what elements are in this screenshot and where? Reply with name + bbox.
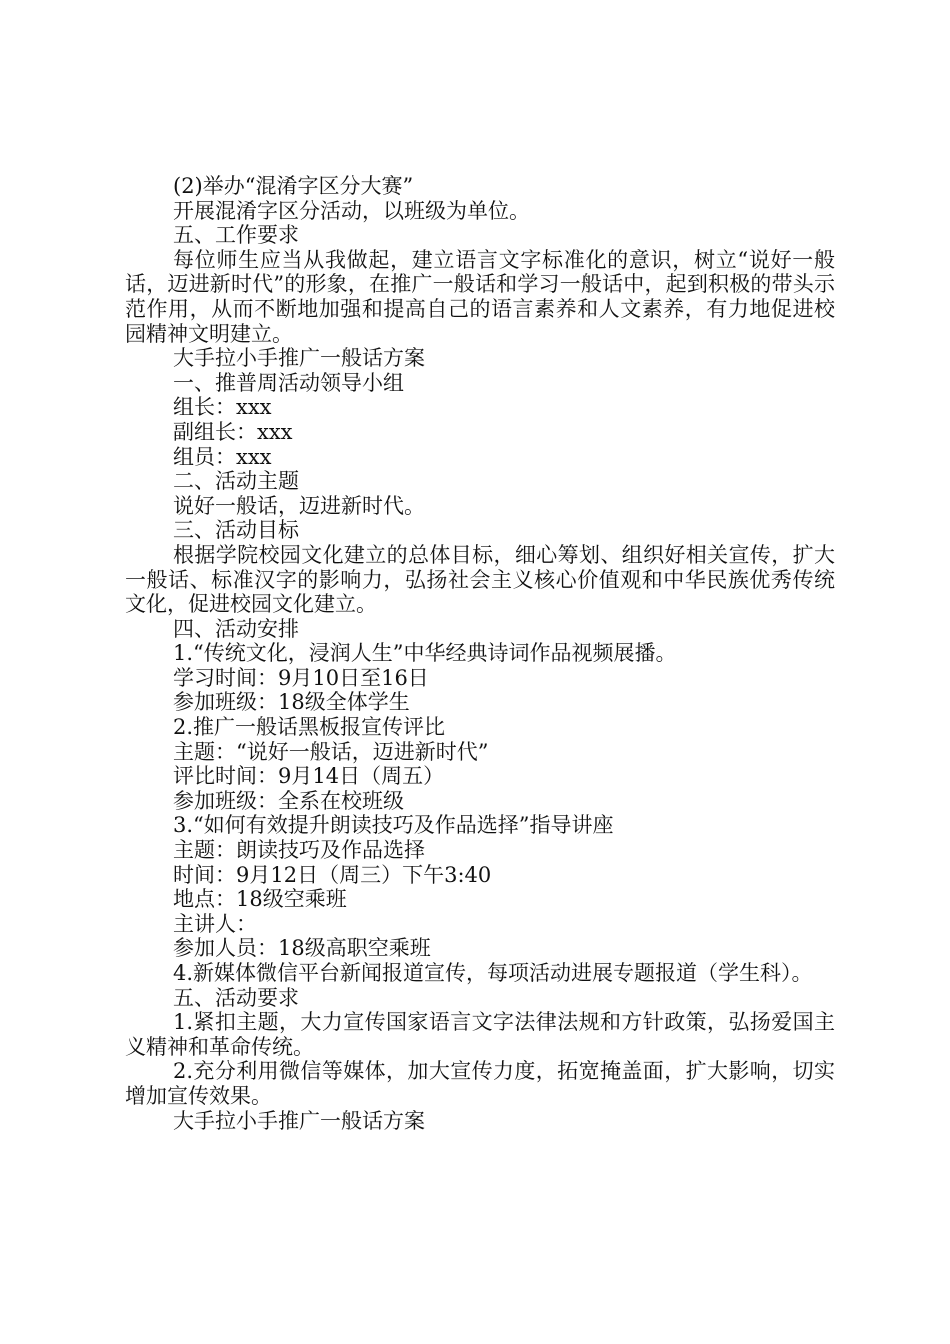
section-heading: 五、工作要求 [173, 223, 299, 248]
paragraph: 开展混淆字区分活动，以班级为单位。 [173, 198, 530, 223]
list-item: 2.推广一般话黑板报宣传评比 [173, 715, 446, 740]
list-item: 学习时间：9月10日至16日 [173, 665, 429, 690]
section-heading: 一、推普周活动领导小组 [173, 370, 404, 395]
paragraph: (2)举办“混淆字区分大赛” [173, 174, 414, 198]
list-item: 地点：18级空乘班 [173, 887, 347, 912]
list-item: 3.“如何有效提升朗读技巧及作品选择”指导讲座 [173, 813, 614, 838]
section-heading: 二、活动主题 [173, 469, 299, 494]
list-item: 组员：xxx [173, 444, 272, 469]
list-item: 主讲人： [173, 911, 257, 936]
list-item: 参加班级：18级全体学生 [173, 690, 410, 715]
list-item: 2.充分利用微信等媒体，加大宣传力度，拓宽掩盖面，扩大影响，切实增加宣传效果。 [125, 1059, 835, 1108]
list-item: 主题：“说好一般话，迈进新时代” [173, 739, 489, 764]
list-item: 评比时间：9月14日（周五） [173, 764, 445, 789]
list-item: 主题：朗读技巧及作品选择 [173, 838, 425, 863]
paragraph: 每位师生应当从我做起，建立语言文字标准化的意识，树立“说好一般话，迈进新时代”的形象，在推广一般话和学习一般话中，起到积极的带头示范作用，从而不断地加强和提高自己的语言素养和人文素养，有力地促进校园精神文明建立。 [125, 247, 835, 346]
document-body [125, 174, 835, 1133]
list-item: 组长：xxx [173, 395, 272, 420]
list-item: 1.“传统文化，浸润人生”中华经典诗词作品视频展播。 [173, 641, 677, 666]
section-heading: 五、活动要求 [173, 985, 299, 1010]
list-item: 参加班级：全系在校班级 [173, 788, 404, 813]
document-title: 大手拉小手推广一般话方案 [173, 346, 425, 371]
document-title: 大手拉小手推广一般话方案 [173, 1108, 425, 1133]
paragraph: 根据学院校园文化建立的总体目标，细心筹划、组织好相关宣传，扩大一般话、标准汉字的影响力，弘扬社会主义核心价值观和中华民族优秀传统文化，促进校园文化建立。 [125, 542, 835, 617]
list-item: 1.紧扣主题，大力宣传国家语言文字法律法规和方针政策，弘扬爱国主义精神和革命传统。 [125, 1010, 835, 1059]
list-item: 参加人员：18级高职空乘班 [173, 936, 431, 961]
list-item: 4.新媒体微信平台新闻报道宣传，每项活动进展专题报道（学生科）。 [173, 961, 813, 985]
list-item: 时间：9月12日（周三）下午3:40 [173, 862, 492, 887]
paragraph: 说好一般话，迈进新时代。 [173, 493, 425, 518]
section-heading: 三、活动目标 [173, 518, 299, 543]
section-heading: 四、活动安排 [173, 616, 299, 641]
list-item: 副组长：xxx [173, 419, 293, 444]
